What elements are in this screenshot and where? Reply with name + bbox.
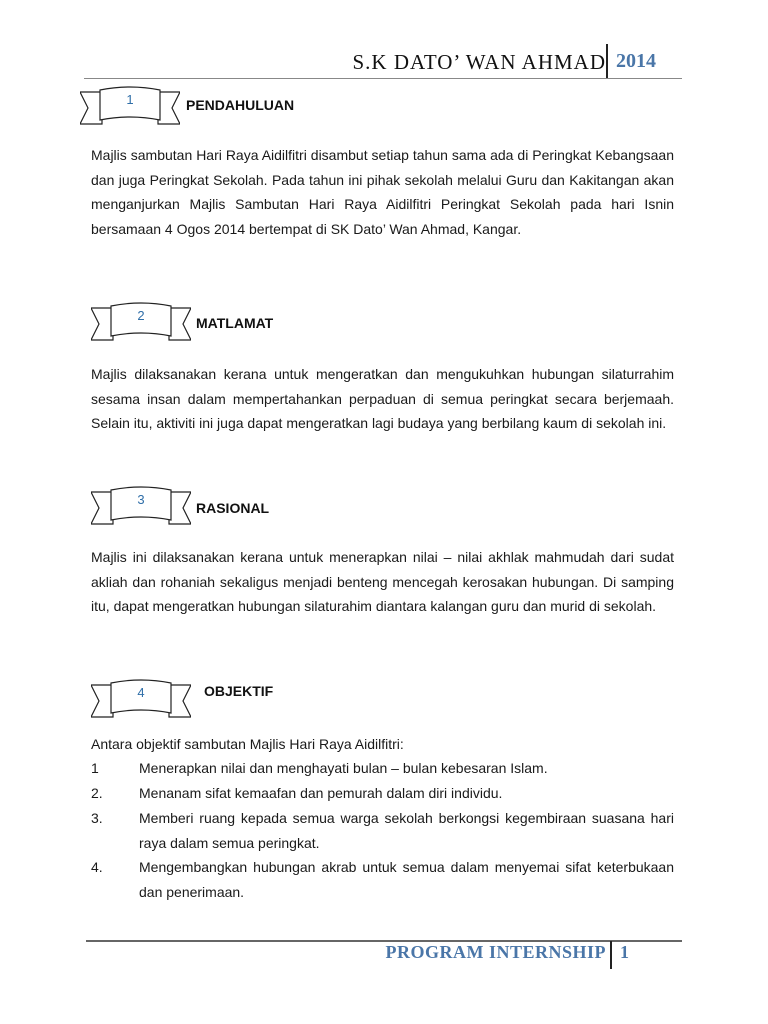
- section-1-number: 1: [126, 92, 134, 107]
- header-rule: [84, 78, 682, 79]
- section-4-title: OBJEKTIF: [204, 683, 274, 699]
- section-1-body: Majlis sambutan Hari Raya Aidilfitri disambut setiap tahun sama ada di Peringkat Kebangsaan dan juga Peringkat Sekolah. Pada tahun ini pihak sekolah melalui Guru dan Kakitangan akan menganjurkan Majlis Sambutan Hari Raya Aidilfitri Peringkat Sekolah pada hari Isnin bersamaan 4 Ogos 2014 bertempat di SK Dato’ Wan Ahmad, Kangar.: [91, 147, 674, 237]
- header-year: 2014: [616, 50, 656, 72]
- header-divider: [606, 44, 608, 78]
- objective-text: Memberi ruang kepada semua warga sekolah berkongsi kegembiraan suasana hari raya dalam semua peringkat.: [139, 810, 674, 851]
- section-2-body: Majlis dilaksanakan kerana untuk mengeratkan dan mengukuhkan hubungan silaturrahim sesama insan dalam mempertahankan perpaduan di semua peringkat secara berjemaah. Selain itu, aktiviti ini juga dapat mengeratkan lagi budaya yang berbilang kaum di sekolah ini.: [91, 366, 674, 431]
- objective-number: 1: [91, 760, 99, 776]
- section-2-number: 2: [137, 308, 145, 323]
- header-school-name: S.K DATO’ WAN AHMAD: [352, 50, 606, 74]
- section-3-body: Majlis ini dilaksanakan kerana untuk menerapkan nilai – nilai akhlak mahmudah dari sudat akliah dan rohaniah sekaligus menjadi benteng mencegah kerosakan hubungan. Di samping itu, dapat mengeratkan hubungan silaturahim diantara kalangan guru dan murid di sekolah.: [91, 549, 674, 614]
- section-4-number: 4: [137, 685, 145, 700]
- section-4-ribbon-icon: [91, 679, 191, 723]
- section-4-intro: Antara objektif sambutan Majlis Hari Raya Aidilfitri:: [91, 736, 404, 752]
- objective-number: 4.: [91, 859, 103, 875]
- objective-text: Mengembangkan hubungan akrab untuk semua dalam menyemai sifat keterbukaan dan penerimaan.: [139, 859, 674, 900]
- footer-divider: [610, 941, 612, 969]
- objective-number: 3.: [91, 810, 103, 826]
- section-2-ribbon-icon: [91, 302, 191, 346]
- section-3-ribbon-icon: [91, 486, 191, 530]
- page-number: 1: [620, 942, 629, 962]
- objective-text: Menanam sifat kemaafan dan pemurah dalam diri individu.: [139, 785, 503, 801]
- section-1-title: PENDAHULUAN: [186, 97, 295, 113]
- section-3-number: 3: [137, 492, 145, 507]
- section-3-title: RASIONAL: [196, 500, 270, 516]
- objective-number: 2.: [91, 785, 103, 801]
- section-1-ribbon-icon: [80, 86, 180, 130]
- section-2-title: MATLAMAT: [196, 315, 274, 331]
- footer-title: PROGRAM INTERNSHIP: [385, 942, 606, 962]
- objective-text: Menerapkan nilai dan menghayati bulan – bulan kebesaran Islam.: [139, 760, 548, 776]
